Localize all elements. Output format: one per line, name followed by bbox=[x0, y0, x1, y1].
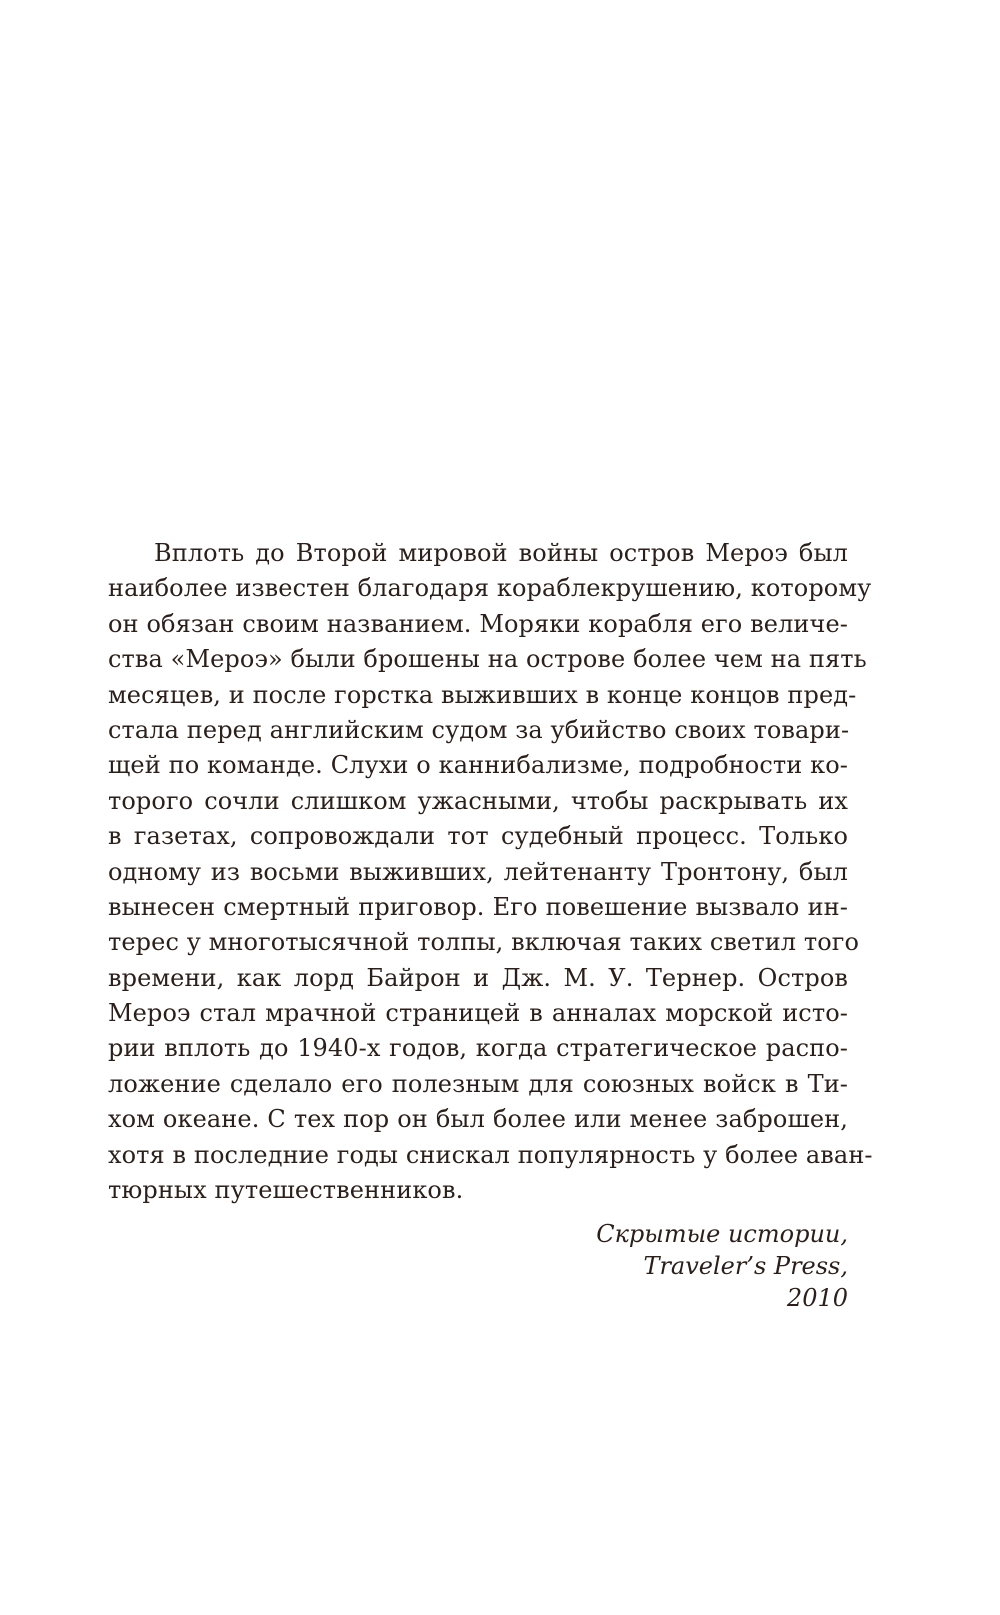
text-line: терес у многотысячной толпы, включая таких светил того bbox=[108, 928, 860, 957]
text-line: хом океане. С тех пор он был более или менее заброшен, bbox=[108, 1105, 848, 1134]
text-line: наиболее известен благодаря кораблекрушению, которому bbox=[108, 574, 872, 603]
text-line: щей по команде. Слухи о каннибализме, подробности ко- bbox=[108, 751, 848, 780]
attribution-year: 2010 bbox=[786, 1284, 848, 1313]
text-line: одному из восьми выживших, лейтенанту Тронтону, был bbox=[108, 857, 848, 886]
text-line: рии вплоть до 1940-х годов, когда стратегическое распо- bbox=[108, 1034, 848, 1063]
text-line: в газетах, сопровождали тот судебный процесс. Только bbox=[108, 822, 848, 851]
text-line-last: тюрных путешественников. bbox=[108, 1176, 464, 1205]
attribution-source: Скрытые истории, bbox=[596, 1220, 848, 1249]
text-line: Мероэ стал мрачной страницей в анналах морской исто- bbox=[108, 999, 848, 1028]
attribution-publisher: Traveler’s Press, bbox=[643, 1252, 848, 1281]
epigraph-text bbox=[108, 536, 873, 1208]
text-line: времени, как лорд Байрон и Дж. М. У. Тернер. Остров bbox=[108, 963, 848, 992]
text-line: торого сочли слишком ужасными, чтобы раскрывать их bbox=[108, 786, 848, 815]
epigraph bbox=[108, 536, 873, 1314]
text-line: хотя в последние годы снискал популярность у более аван- bbox=[108, 1140, 873, 1169]
text-line: ложение сделало его полезным для союзных войск в Ти- bbox=[108, 1069, 848, 1098]
text-line: месяцев, и после горстка выживших в конце концов пред- bbox=[108, 680, 857, 709]
text-line: ства «Мероэ» были брошены на острове более чем на пять bbox=[108, 645, 867, 674]
text-line: стала перед английским судом за убийство своих товари- bbox=[108, 715, 850, 744]
text-line: вынесен смертный приговор. Его повешение вызвало ин- bbox=[108, 892, 848, 921]
text-line: Вплоть до Второй мировой войны остров Мероэ был bbox=[154, 539, 848, 567]
text-line: он обязан своим названием. Моряки корабля его величе- bbox=[108, 609, 848, 638]
epigraph-attribution bbox=[108, 1218, 848, 1314]
